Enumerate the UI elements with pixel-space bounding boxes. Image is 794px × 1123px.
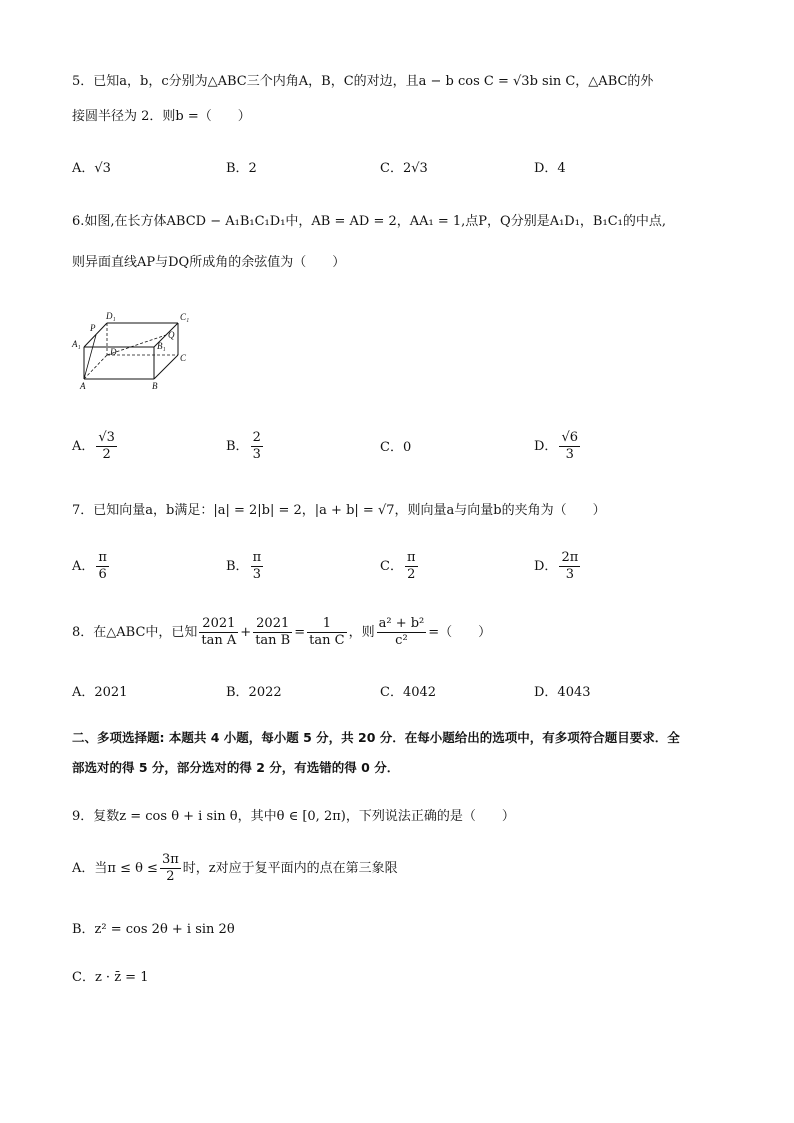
- section2-heading-line1: 二、多项选择题: 本题共 4 小题，每小题 5 分，共 20 分．在每小题给出的选项中，有多项符合题目要求．全: [72, 730, 680, 745]
- q9-stem: 9．复数z = cos θ + i sin θ，其中θ ∈ [0, 2π)，下列说法正确的是（ ）: [72, 809, 515, 824]
- q5-option-d: D．4: [534, 161, 566, 176]
- label-a1: A₁: [72, 339, 81, 349]
- q5-stem-line2: 接圆半径为 2．则b =（ ）: [72, 109, 251, 124]
- label-c1: C₁: [180, 312, 190, 322]
- cuboid-figure: [70, 305, 200, 397]
- label-a: A: [80, 381, 86, 391]
- q6-option-a: A． $\frac{√3}{2}$: [72, 430, 115, 462]
- q6-option-b: B． $\frac{2}{3}$: [226, 430, 261, 462]
- section2-heading-line2: 部选对的得 5 分，部分选对的得 2 分，有选错的得 0 分．: [72, 760, 400, 775]
- q8-stem: 8．在△ABC中，已知 $\frac{2021}{\text{tan A}}$ + $\frac{2021}{\text{tan B}}$ = $\frac{1}{\text{tan C}}$ ，则 $\frac{\text{a² + b²}}{\text{c²}}$ =（ ）: [72, 616, 492, 648]
- q5-option-b: B．2: [226, 161, 257, 176]
- q8-option-c: C．4042: [380, 685, 437, 700]
- label-d1: D₁: [106, 311, 116, 321]
- q6-option-d: D． $\frac{√6}{3}$: [534, 430, 578, 462]
- q6-option-c: C．0: [380, 440, 412, 455]
- q8-option-d: D．4043: [534, 685, 591, 700]
- q7-option-a: A． $\frac{\pi}{6}$: [72, 550, 107, 582]
- q7-option-d: D． $\frac{2\pi}{3}$: [534, 550, 579, 582]
- q6-stem-line2: 则异面直线AP与DQ所成角的余弦值为（ ）: [72, 255, 346, 270]
- q7-stem: 7．已知向量a，b满足：|a| = 2|b| = 2，|a + b| = √7，则向量a与向量b的夹角为（ ）: [72, 503, 606, 518]
- q7-option-b: B． $\frac{\pi}{3}$: [226, 550, 262, 582]
- q5-option-a: A．√3: [72, 161, 111, 176]
- q5-stem-line1: 5．已知a，b，c分别为△ABC三个内角A，B，C的对边，且a − b cos C = √3b sin C，△ABC的外: [72, 74, 654, 89]
- q9-option-c: C．z · z̄ = 1: [72, 970, 149, 985]
- q7-option-c: C． $\frac{\pi}{2}$: [380, 550, 416, 582]
- label-b1: B₁: [157, 341, 166, 351]
- label-c: C: [180, 353, 187, 363]
- q5-option-c: C．2√3: [380, 161, 428, 176]
- q9-option-a: A．当π ≤ θ ≤ $\frac{3\pi}{2}$ 时，z对应于复平面内的点在第三象限: [72, 852, 398, 884]
- q6-stem-line1: 6.如图,在长方体ABCD − A₁B₁C₁D₁中，AB = AD = 2，AA₁ = 1,点P，Q分别是A₁D₁，B₁C₁的中点,: [72, 214, 666, 229]
- q8-option-b: B．2022: [226, 685, 282, 700]
- label-q: Q: [168, 330, 175, 340]
- q9-option-b: B．z² = cos 2θ + i sin 2θ: [72, 922, 235, 937]
- label-p: P: [90, 323, 96, 333]
- q8-option-a: A．2021: [72, 685, 128, 700]
- label-b: B: [152, 381, 158, 391]
- label-d: D: [110, 347, 117, 357]
